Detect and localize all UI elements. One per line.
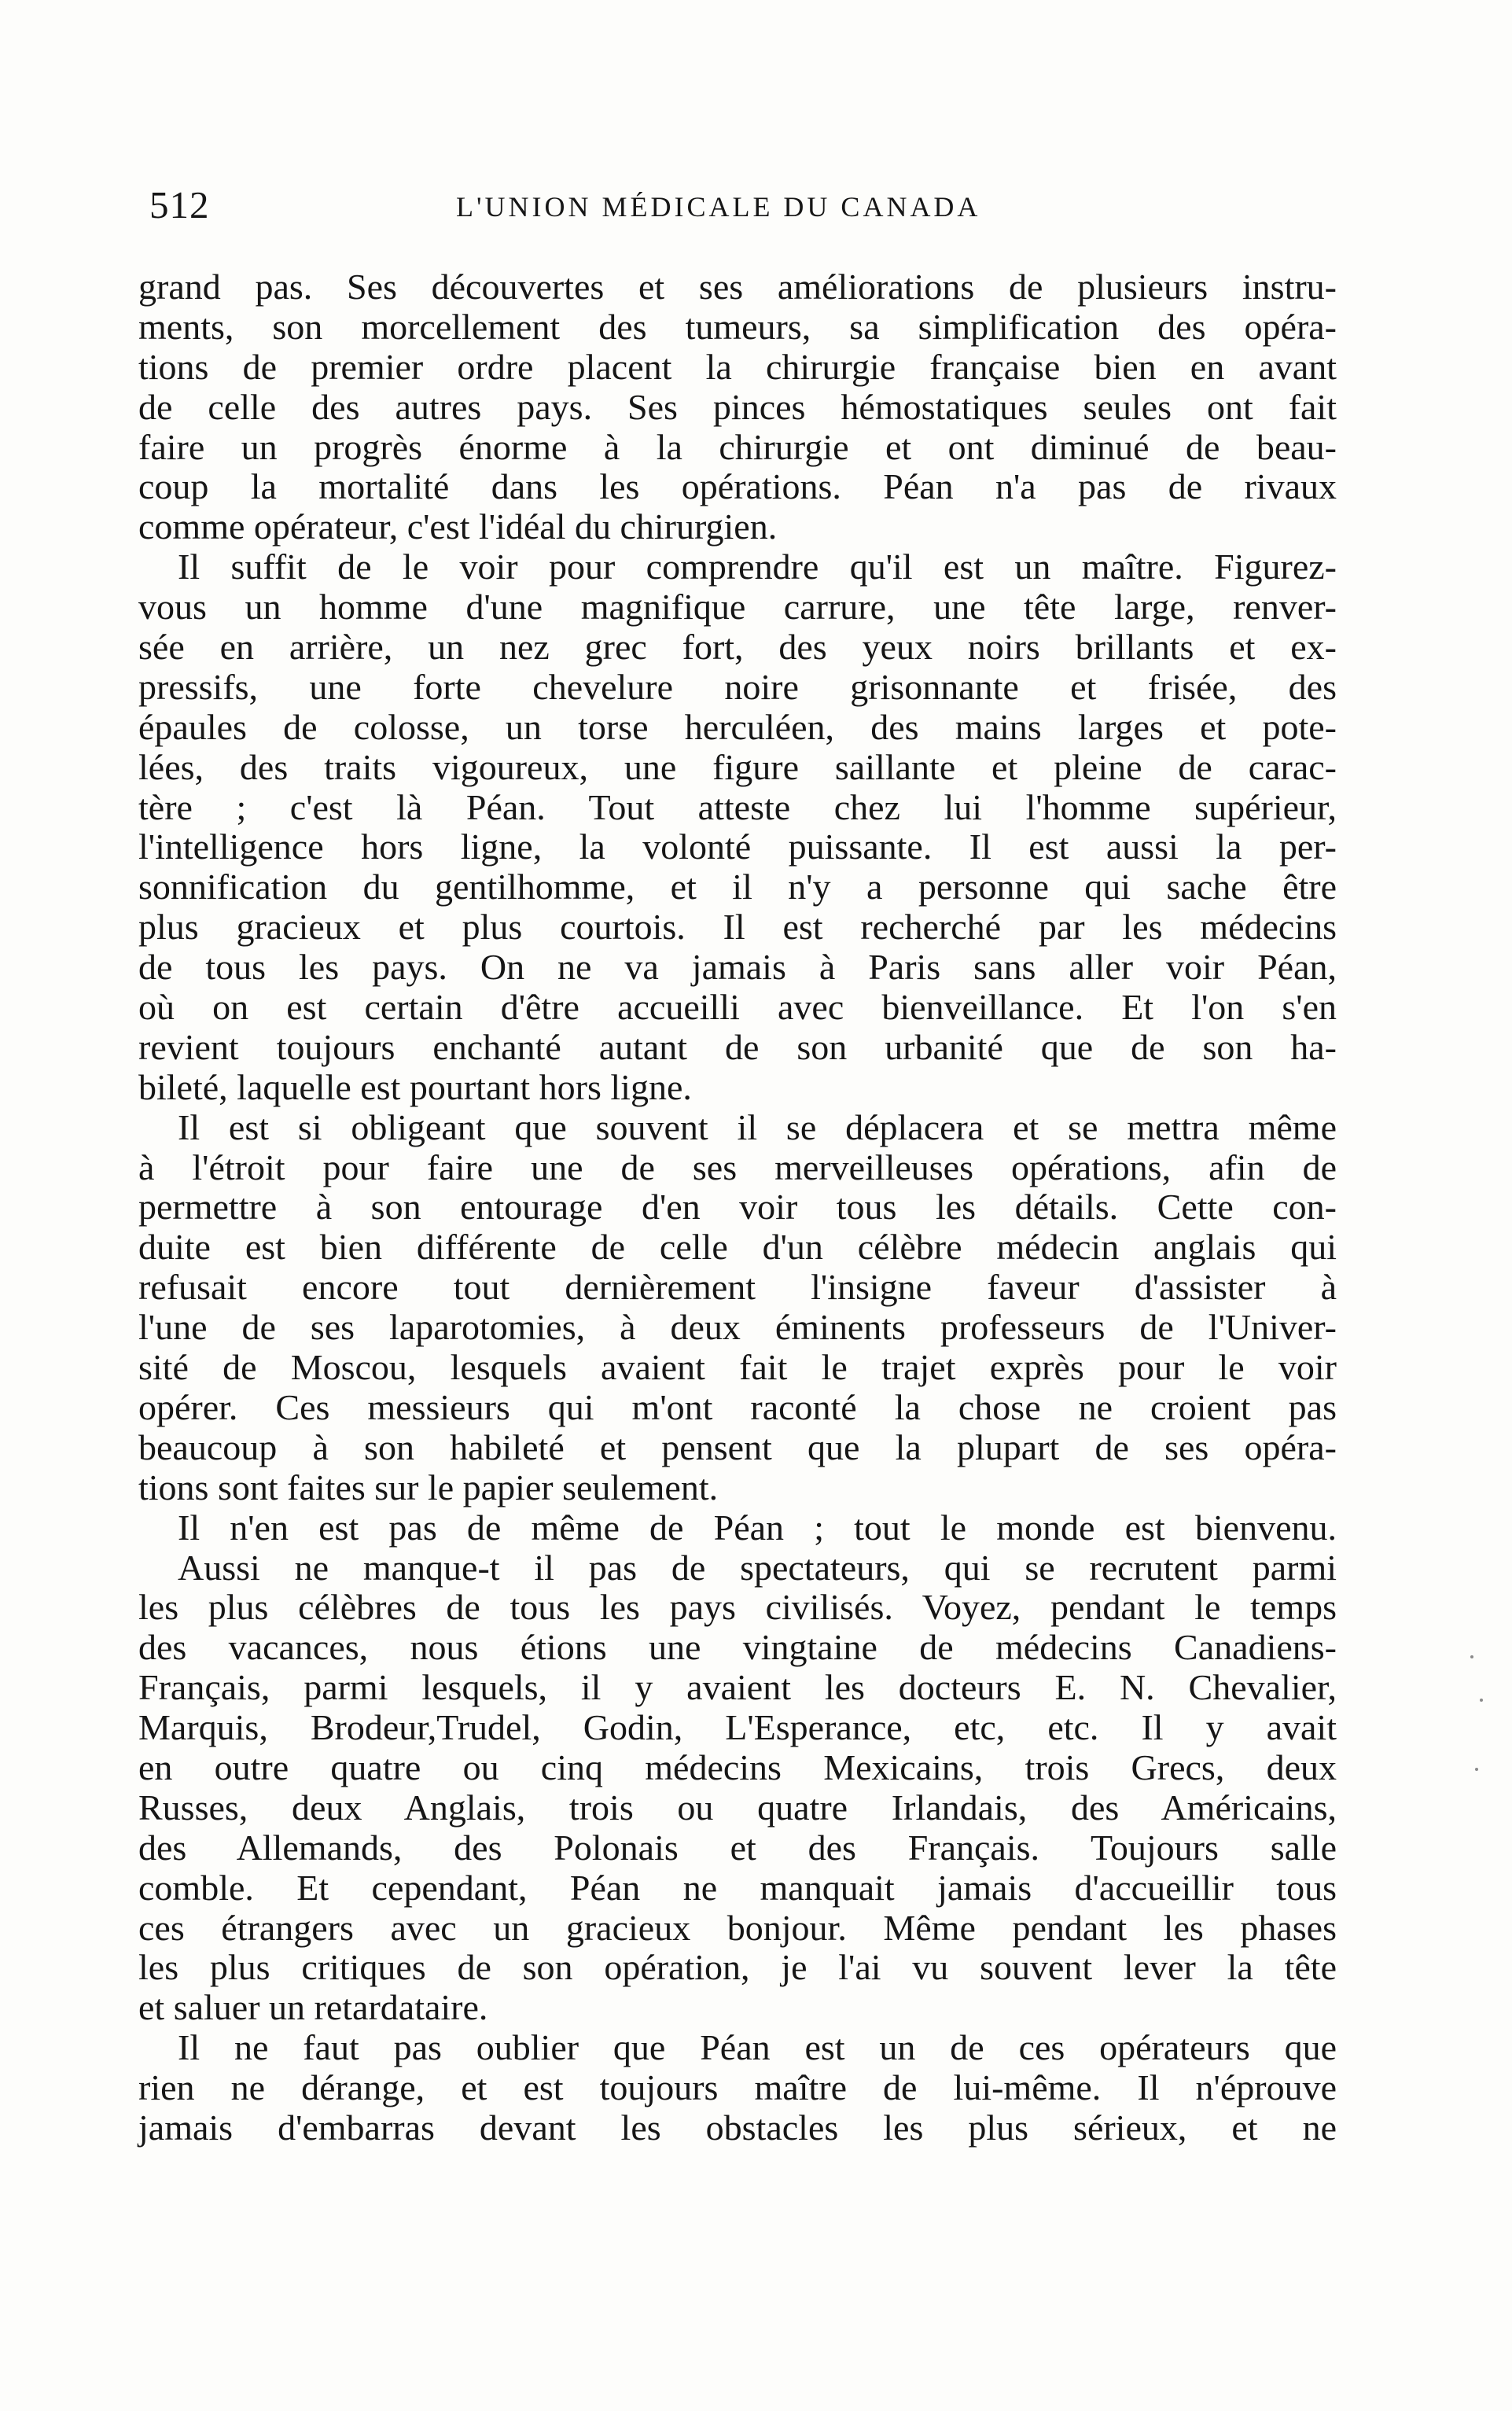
text-line: plus gracieux et plus courtois. Il est recherché par les médecins: [138, 907, 1337, 948]
text-line: Il suffit de le voir pour comprendre qu'il est un maître. Figurez-: [178, 547, 1337, 587]
text-line: tions de premier ordre placent la chirurgie française bien en avant: [138, 347, 1337, 387]
text-line: jamais d'embarras devant les obstacles les plus sérieux, et ne: [138, 2107, 1337, 2148]
text-line: des vacances, nous étions une vingtaine de médecins Canadiens-: [138, 1628, 1337, 1668]
journal-title: L'UNION MÉDICALE DU CANADA: [456, 191, 981, 223]
text-line: grand pas. Ses découvertes et ses améliorations de plusieurs instru-: [138, 267, 1337, 307]
text-line: ces étrangers avec un gracieux bonjour. Même pendant les phases: [138, 1908, 1337, 1948]
text-line: ments, son morcellement des tumeurs, sa simplification des opéra-: [138, 307, 1337, 347]
text-line: en outre quatre ou cinq médecins Mexicains, trois Grecs, deux: [138, 1747, 1337, 1787]
text-line: sité de Moscou, lesquels avaient fait le trajet exprès pour le voir: [138, 1348, 1337, 1388]
text-line: revient toujours enchanté autant de son urbanité que de son ha-: [138, 1027, 1337, 1067]
text-line: de celle des autres pays. Ses pinces hémostatiques seules ont fait: [138, 387, 1337, 427]
text-line: tère ; c'est là Péan. Tout atteste chez lui l'homme supérieur,: [138, 787, 1337, 827]
text-line: l'intelligence hors ligne, la volonté puissante. Il est aussi la per-: [138, 827, 1337, 867]
text-line: duite est bien différente de celle d'un célèbre médecin anglais qui: [138, 1228, 1337, 1268]
text-line: des Allemands, des Polonais et des Français. Toujours salle: [138, 1828, 1337, 1868]
text-line: faire un progrès énorme à la chirurgie et ont diminué de beau-: [138, 427, 1337, 467]
text-line: Marquis, Brodeur,Trudel, Godin, L'Esperance, etc, etc. Il y avait: [138, 1708, 1337, 1748]
text-line: pressifs, une forte chevelure noire grisonnante et frisée, des: [138, 667, 1337, 707]
text-line: tions sont faites sur le papier seulement.: [138, 1467, 719, 1507]
text-line: sonnification du gentilhomme, et il n'y a personne qui sache être: [138, 867, 1337, 907]
text-line: l'une de ses laparotomies, à deux éminents professeurs de l'Univer-: [138, 1308, 1337, 1348]
text-line: comble. Et cependant, Péan ne manquait jamais d'accueillir tous: [138, 1868, 1337, 1908]
text-line: Français, parmi lesquels, il y avaient les docteurs E. N. Chevalier,: [138, 1668, 1337, 1708]
text-line: beaucoup à son habileté et pensent que la plupart de ses opéra-: [138, 1427, 1337, 1467]
text-line: coup la mortalité dans les opérations. Péan n'a pas de rivaux: [138, 467, 1337, 507]
text-line: et saluer un retardataire.: [138, 1988, 488, 2028]
body-text: [134, 267, 1337, 2148]
text-line: refusait encore tout dernièrement l'insigne faveur d'assister à: [138, 1268, 1337, 1308]
text-line: Il est si obligeant que souvent il se déplacera et se mettra même: [178, 1107, 1337, 1147]
text-line: Aussi ne manque-t il pas de spectateurs, qui se recrutent parmi: [178, 1548, 1337, 1588]
page-number: 512: [149, 183, 210, 226]
text-line: épaules de colosse, un torse herculéen, des mains larges et pote-: [138, 707, 1337, 747]
text-line: Il ne faut pas oublier que Péan est un de ces opérateurs que: [178, 2028, 1337, 2068]
scan-speck: [1475, 1768, 1478, 1771]
text-line: de tous les pays. On ne va jamais à Paris sans aller voir Péan,: [138, 948, 1337, 988]
text-line: où on est certain d'être accueilli avec bienveillance. Et l'on s'en: [138, 988, 1337, 1028]
text-line: Russes, deux Anglais, trois ou quatre Irlandais, des Américains,: [138, 1787, 1337, 1828]
text-line: les plus célèbres de tous les pays civilisés. Voyez, pendant le temps: [138, 1588, 1337, 1628]
text-line: à l'étroit pour faire une de ses merveilleuses opérations, afin de: [138, 1147, 1337, 1187]
running-head: [149, 182, 1352, 237]
text-line: opérer. Ces messieurs qui m'ont raconté la chose ne croient pas: [138, 1387, 1337, 1427]
text-line: bileté, laquelle est pourtant hors ligne.: [138, 1067, 692, 1107]
scan-speck: [1480, 1699, 1483, 1702]
text-line: lées, des traits vigoureux, une figure saillante et pleine de carac-: [138, 747, 1337, 787]
text-line: sée en arrière, un nez grec fort, des yeux noirs brillants et ex-: [138, 628, 1337, 668]
text-line: permettre à son entourage d'en voir tous les détails. Cette con-: [138, 1187, 1337, 1228]
text-line: Il n'en est pas de même de Péan ; tout le monde est bienvenu.: [178, 1507, 1337, 1548]
text-line: rien ne dérange, et est toujours maître de lui-même. Il n'éprouve: [138, 2068, 1337, 2108]
text-line: vous un homme d'une magnifique carrure, une tête large, renver-: [138, 587, 1337, 628]
text-line: les plus critiques de son opération, je l'ai vu souvent lever la tête: [138, 1948, 1337, 1988]
scan-speck: [1470, 1655, 1473, 1658]
text-line: comme opérateur, c'est l'idéal du chirurgien.: [138, 507, 778, 547]
